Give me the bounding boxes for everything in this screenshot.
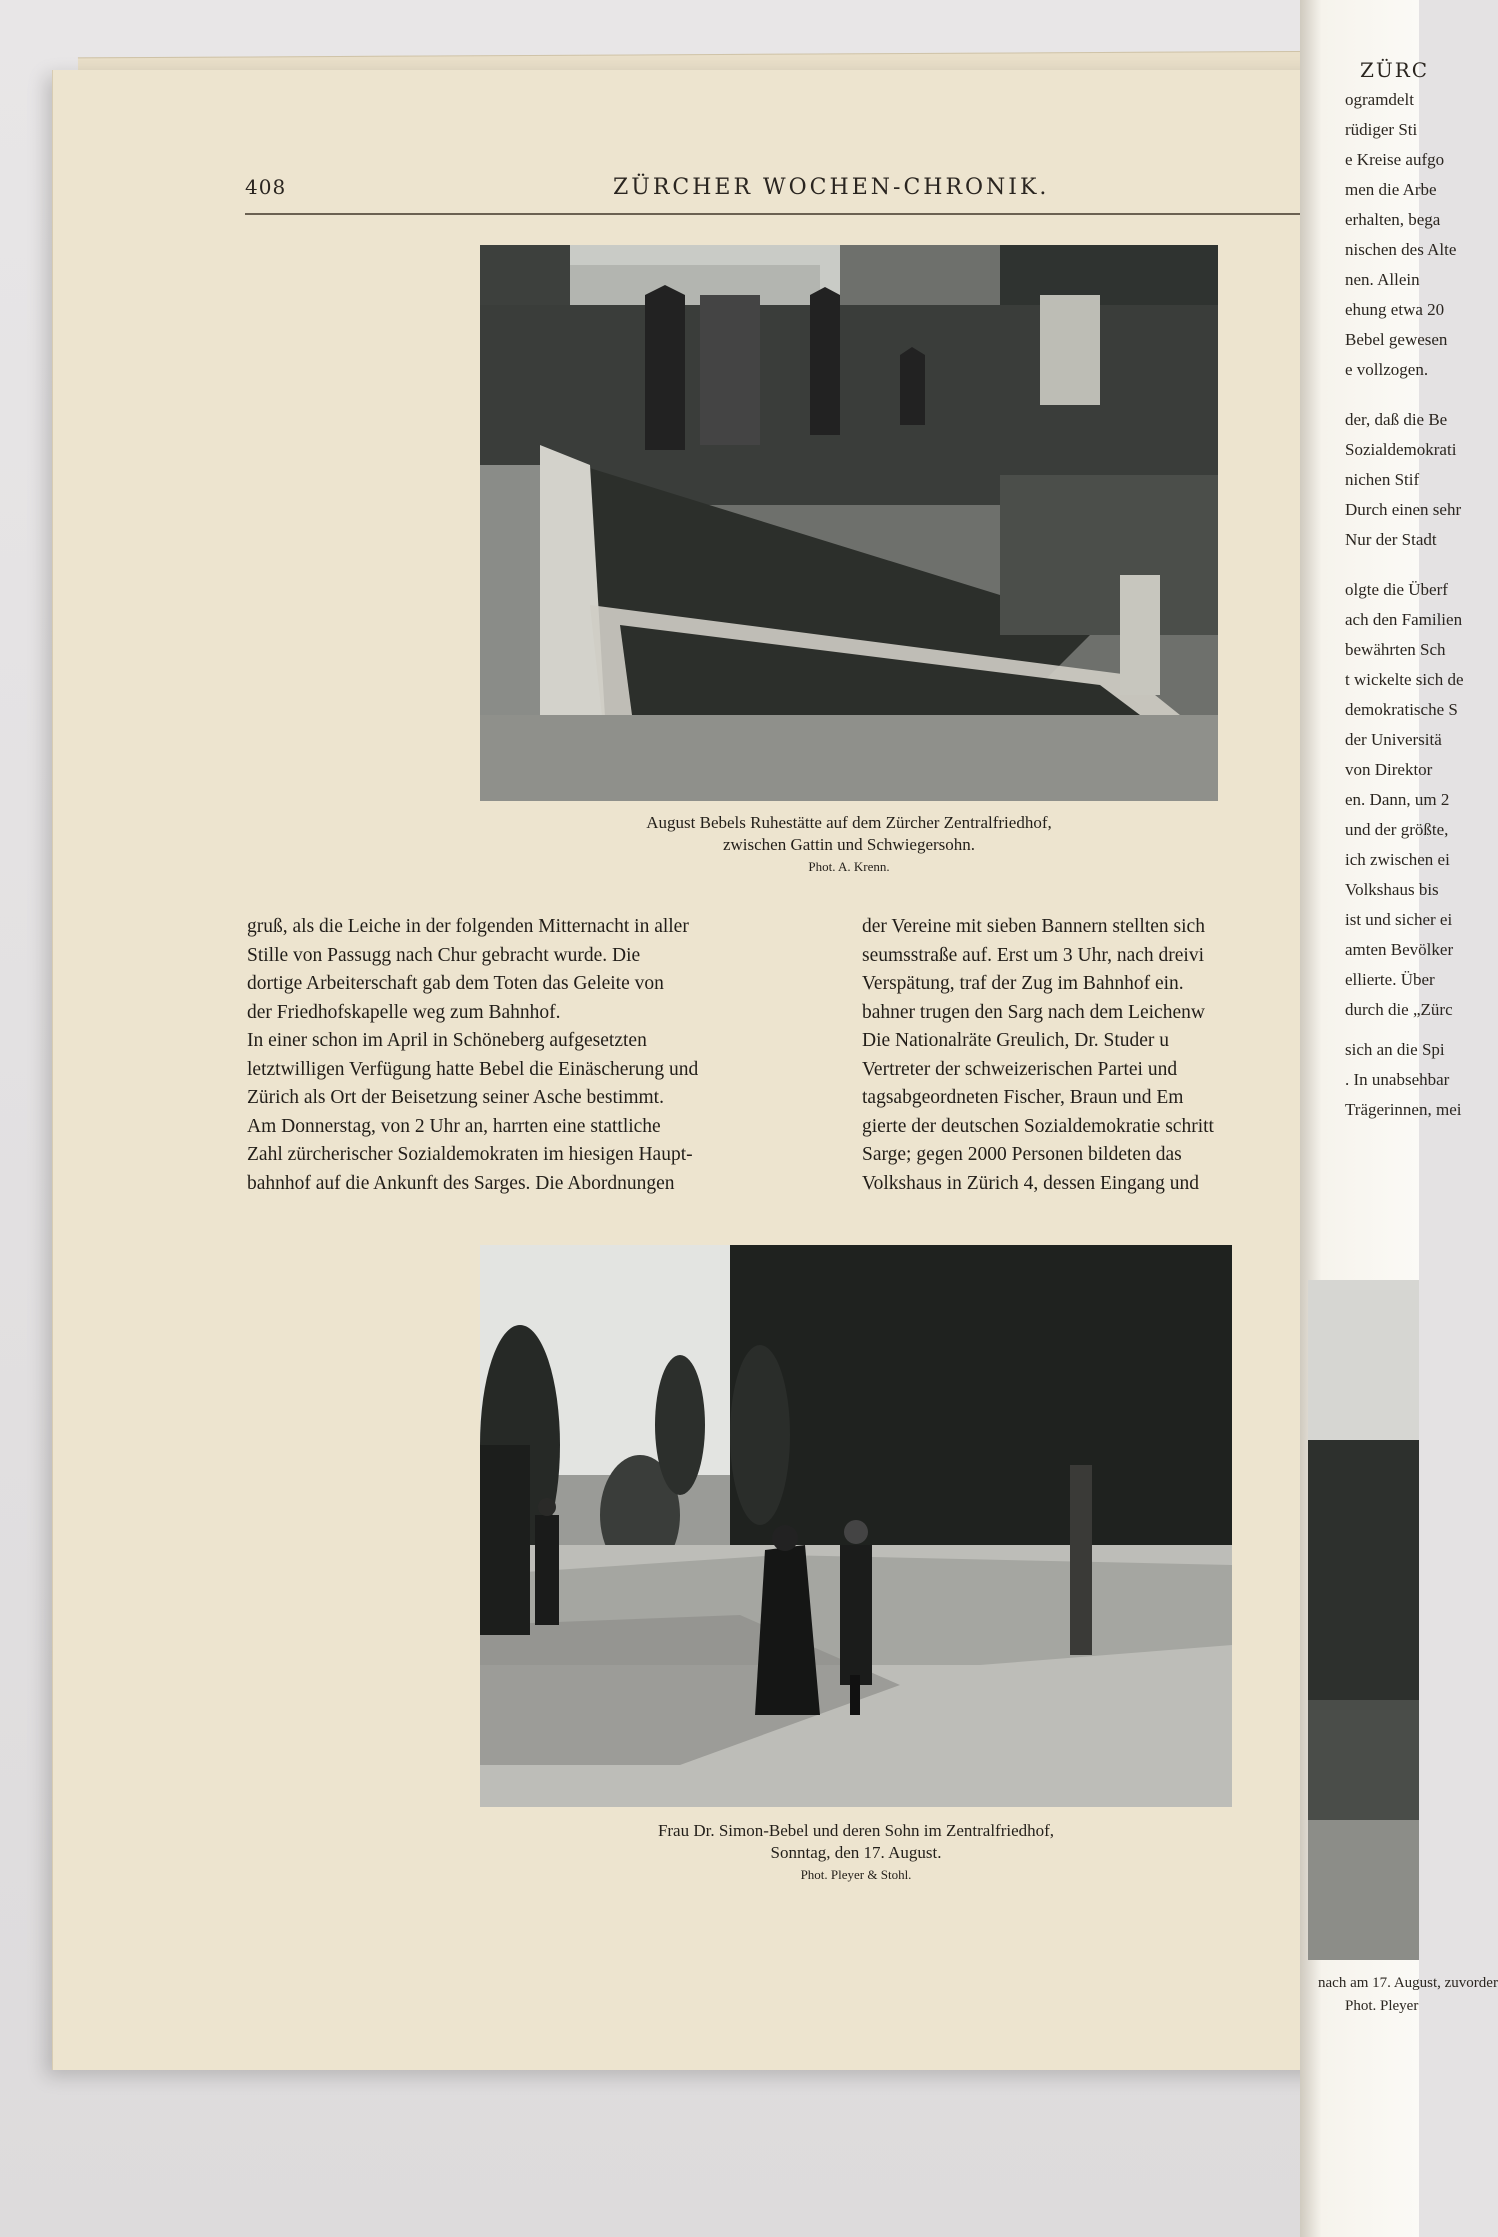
text-line: gruß, als die Leiche in der folgenden Mitternacht in aller — [247, 916, 689, 937]
next-page-fragment: durch die „Zürc — [1345, 1000, 1453, 1019]
text-line: Zahl zürcherischer Sozialdemokraten im hiesigen Haupt- — [247, 1144, 693, 1165]
next-page-fragment: Trägerinnen, mei — [1345, 1100, 1462, 1119]
next-page-fragment: ehung etwa 20 — [1345, 300, 1445, 319]
text-line: bahner trugen den Sarg nach dem Leichenw — [862, 1001, 1205, 1023]
next-page-fragment: Nur der Stadt — [1345, 530, 1437, 549]
journal-title: ZÜRCHER WOCHEN-CHRONIK. — [613, 175, 1050, 200]
next-page-fragment: Bebel gewesen — [1345, 330, 1448, 349]
text-line: dortige Arbeiterschaft gab dem Toten das Geleite von — [247, 973, 664, 994]
next-page-running-head: ZÜRC — [1360, 58, 1430, 82]
next-page-fragment: ach den Familien — [1345, 610, 1463, 629]
top-photo-credit: Phot. A. Krenn. — [808, 859, 890, 874]
next-page-fragment: ellierte. Über — [1345, 970, 1435, 989]
text-column-right — [862, 913, 1322, 1198]
text-line: Zürich als Ort der Beisetzung seiner Asche bestimmt. — [247, 1087, 664, 1108]
top-caption-line2: zwischen Gattin und Schwiegersohn. — [722, 835, 976, 854]
next-page-fragment: rüdiger Sti — [1345, 120, 1418, 139]
next-page-fragment: bewährten Sch — [1345, 640, 1446, 659]
grave-site-photo — [480, 245, 1218, 801]
next-page-caption-line1: nach am 17. August, zuvorder — [1318, 1975, 1498, 1991]
next-page-fragment: ich zwischen ei — [1345, 850, 1450, 869]
text-line: der Friedhofskapelle weg zum Bahnhof. — [247, 1001, 561, 1023]
text-line: In einer schon im April in Schöneberg aufgesetzten — [247, 1030, 647, 1051]
next-page-fragment: ist und sicher ei — [1345, 910, 1453, 929]
text-line: der Vereine mit sieben Bannern stellten sich — [862, 916, 1205, 937]
next-page-fragment: amten Bevölker — [1345, 940, 1454, 959]
text-line: Stille von Passugg nach Chur gebracht wurde. Die — [247, 944, 641, 966]
bottom-photo-credit: Phot. Pleyer & Stohl. — [800, 1867, 912, 1882]
next-page-fragment: demokratische S — [1345, 700, 1458, 719]
text-line: Am Donnerstag, von 2 Uhr an, harrten eine stattliche — [247, 1115, 661, 1137]
next-page-fragment: men die Arbe — [1345, 180, 1437, 199]
bottom-caption-line1: Frau Dr. Simon-Bebel und deren Sohn im Zentralfriedhof, — [657, 1821, 1055, 1840]
page-number: 408 — [245, 175, 287, 199]
next-page-photo — [1308, 1280, 1419, 1960]
text-line: seumsstraße auf. Erst um 3 Uhr, nach dreivi — [862, 944, 1205, 966]
next-page-fragment: der Universitä — [1345, 730, 1442, 749]
next-page-fragment: Volkshaus bis — [1345, 880, 1439, 899]
cemetery-path-photo — [480, 1245, 1232, 1807]
running-head — [245, 173, 1360, 215]
text-line: letztwilligen Verfügung hatte Bebel die Einäscherung und — [247, 1058, 699, 1080]
text-line: gierte der deutschen Sozialdemokratie schritt — [862, 1115, 1214, 1137]
next-page-caption-line2: Phot. Pleyer — [1345, 1998, 1419, 2014]
bottom-photo-caption — [480, 1820, 1232, 1884]
text-line: Sarge; gegen 2000 Personen bildeten das — [862, 1144, 1182, 1165]
text-line: tagsabgeordneten Fischer, Braun und Em — [862, 1087, 1184, 1108]
top-caption-line1: August Bebels Ruhestätte auf dem Zürcher Zentralfriedhof, — [646, 813, 1052, 832]
next-page-fragment: und der größte, — [1345, 820, 1449, 839]
next-page-fragment: der, daß die Be — [1345, 410, 1448, 429]
next-page-fragment: e Kreise aufgo — [1345, 150, 1445, 169]
text-line: bahnhof auf die Ankunft des Sarges. Die Abordnungen — [247, 1172, 675, 1194]
top-photo-caption — [480, 812, 1218, 876]
next-page-fragment: . In unabsehbar — [1345, 1070, 1450, 1089]
next-page-fragment: ogramdelt — [1345, 90, 1414, 109]
text-line: Verspätung, traf der Zug im Bahnhof ein. — [862, 973, 1184, 994]
next-page-fragment: olgte die Überf — [1345, 580, 1448, 599]
text-line: Die Nationalräte Greulich, Dr. Studer u — [862, 1030, 1170, 1051]
next-page-fragment: erhalten, bega — [1345, 210, 1441, 229]
next-page-fragment: nischen des Alte — [1345, 240, 1457, 259]
next-page-fragment: en. Dann, um 2 — [1345, 790, 1450, 809]
next-page-fragment: von Direktor — [1345, 760, 1433, 779]
next-page-fragment: nichen Stif — [1345, 470, 1420, 489]
next-page-fragment: Durch einen sehr — [1345, 500, 1462, 519]
text-column-left — [247, 913, 815, 1198]
next-page-fragment: Sozialdemokrati — [1345, 440, 1457, 459]
text-line: Volkshaus in Zürich 4, dessen Eingang und — [862, 1172, 1200, 1194]
next-page-fragment: nen. Allein — [1345, 270, 1420, 289]
next-page-fragment: sich an die Spi — [1345, 1040, 1445, 1059]
next-page-fragment: t wickelte sich de — [1345, 670, 1464, 689]
next-page-fragment: e vollzogen. — [1345, 360, 1429, 379]
bottom-caption-line2: Sonntag, den 17. August. — [770, 1843, 942, 1862]
text-line: Vertreter der schweizerischen Partei und — [862, 1058, 1178, 1080]
